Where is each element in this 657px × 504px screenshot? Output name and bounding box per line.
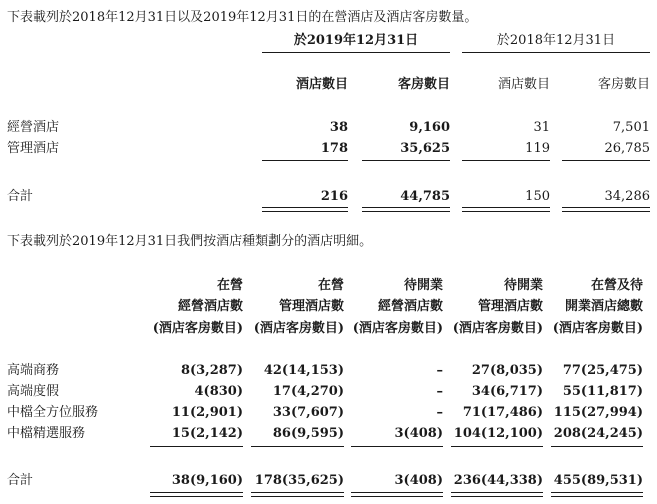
cell-total-rooms-2018: 34,286 bbox=[604, 189, 650, 204]
table-cell: 42(14,153) bbox=[263, 363, 344, 378]
col-header-line3: (酒店客房數目) bbox=[152, 321, 243, 336]
intro-text-2: 下表載列於2019年12月31日我們按酒店種類劃分的酒店明細。 bbox=[7, 234, 373, 249]
col-header-line2: 開業酒店總數 bbox=[564, 299, 643, 314]
group-header-2019: 於2019年12月31日 bbox=[293, 33, 419, 48]
table-cell: 3(408) bbox=[394, 426, 443, 441]
total-cell: 178(35,625) bbox=[254, 473, 344, 488]
row-label-upscale-resort: 高端度假 bbox=[7, 384, 60, 399]
col-header-line2: 管理酒店數 bbox=[278, 299, 344, 314]
table-cell: 11(2,901) bbox=[171, 405, 243, 420]
total-cell: 3(408) bbox=[394, 473, 443, 488]
col-header-line2: 經營酒店數 bbox=[377, 299, 443, 314]
table-cell: 77(25,475) bbox=[562, 363, 643, 378]
col-header-line1: 在營 bbox=[216, 278, 243, 293]
col-header-line2: 經營酒店數 bbox=[177, 299, 243, 314]
table-cell: 15(2,142) bbox=[171, 426, 243, 441]
table-cell: 34(6,717) bbox=[471, 384, 543, 399]
table-cell: 55(11,817) bbox=[562, 384, 643, 399]
table-cell: 8(3,287) bbox=[180, 363, 243, 378]
col-header-hotels-2019: 酒店數目 bbox=[295, 77, 348, 92]
row-label-total: 合計 bbox=[7, 473, 34, 488]
col-header-rooms-2018: 客房數目 bbox=[597, 77, 650, 92]
table-cell: – bbox=[436, 405, 443, 420]
col-header-line1: 在營及待 bbox=[590, 278, 643, 293]
table-cell: 86(9,595) bbox=[272, 426, 344, 441]
cell-rooms-2019: 35,625 bbox=[400, 141, 450, 156]
col-header-line2: 管理酒店數 bbox=[477, 299, 543, 314]
table-cell: – bbox=[436, 363, 443, 378]
table-cell: 17(4,270) bbox=[272, 384, 344, 399]
col-header-line3: (酒店客房數目) bbox=[552, 321, 643, 336]
col-header-rooms-2019: 客房數目 bbox=[397, 77, 450, 92]
table-cell: 115(27,994) bbox=[553, 405, 643, 420]
table-cell: 208(24,245) bbox=[553, 426, 643, 441]
col-header-line1: 在營 bbox=[317, 278, 344, 293]
col-header-line1: 待開業 bbox=[503, 278, 543, 293]
table-cell: 71(17,486) bbox=[462, 405, 543, 420]
table-cell: 4(830) bbox=[194, 384, 243, 399]
cell-hotels-2019: 38 bbox=[329, 120, 348, 135]
row-label-total: 合計 bbox=[7, 189, 34, 204]
cell-hotels-2018: 119 bbox=[525, 141, 550, 156]
cell-rooms-2019: 9,160 bbox=[409, 120, 450, 135]
col-header-line3: (酒店客房數目) bbox=[253, 321, 344, 336]
row-label-midscale-select-service: 中檔精選服務 bbox=[7, 426, 86, 441]
cell-rooms-2018: 7,501 bbox=[612, 120, 650, 135]
total-cell: 236(44,338) bbox=[453, 473, 543, 488]
table-cell: 33(7,607) bbox=[272, 405, 344, 420]
row-label-midscale-full-service: 中檔全方位服務 bbox=[7, 405, 99, 420]
cell-rooms-2018: 26,785 bbox=[604, 141, 650, 156]
col-header-line1: 待開業 bbox=[403, 278, 443, 293]
cell-hotels-2019: 178 bbox=[320, 141, 348, 156]
total-cell: 455(89,531) bbox=[553, 473, 643, 488]
col-header-hotels-2018: 酒店數目 bbox=[497, 77, 550, 92]
cell-total-rooms-2019: 44,785 bbox=[400, 189, 450, 204]
table-cell: – bbox=[436, 384, 443, 399]
row-label-managed: 管理酒店 bbox=[7, 141, 60, 156]
cell-total-hotels-2018: 150 bbox=[525, 189, 550, 204]
cell-hotels-2018: 31 bbox=[533, 120, 550, 135]
table-cell: 27(8,035) bbox=[471, 363, 543, 378]
row-label-upscale-business: 高端商務 bbox=[7, 363, 60, 378]
col-header-line3: (酒店客房數目) bbox=[352, 321, 443, 336]
table-cell: 104(12,100) bbox=[453, 426, 543, 441]
intro-text-1: 下表載列於2018年12月31日以及2019年12月31日的在營酒店及酒店客房數量。 bbox=[7, 10, 478, 25]
row-label-operated: 經營酒店 bbox=[7, 120, 60, 135]
group-header-2018: 於2018年12月31日 bbox=[496, 33, 616, 48]
col-header-line3: (酒店客房數目) bbox=[452, 321, 543, 336]
total-cell: 38(9,160) bbox=[171, 473, 243, 488]
cell-total-hotels-2019: 216 bbox=[320, 189, 348, 204]
